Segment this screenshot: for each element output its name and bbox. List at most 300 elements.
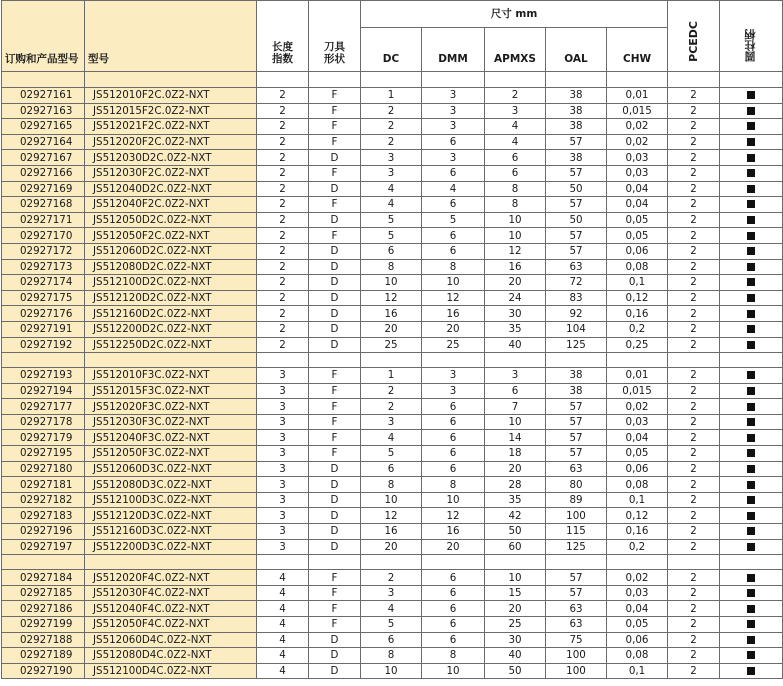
order-code-cell: 02927176 <box>2 306 85 322</box>
apmxs-cell: 18 <box>485 446 546 462</box>
table-row <box>2 290 783 306</box>
apmxs-cell: 20 <box>485 275 546 291</box>
flutes-cell: 4 <box>257 663 309 679</box>
dc-cell: 3 <box>361 150 422 166</box>
flutes-cell: 4 <box>257 617 309 633</box>
pcedc-cell: 2 <box>668 492 720 508</box>
shape-cell: F <box>309 617 361 633</box>
shape-cell: F <box>309 88 361 104</box>
dmm-cell: 6 <box>422 165 485 181</box>
dmm-cell: 6 <box>422 601 485 617</box>
model-cell: JS512020F3C.0Z2-NXT <box>85 399 257 415</box>
shape-cell: D <box>309 243 361 259</box>
shank-cell <box>720 601 783 617</box>
apmxs-cell: 15 <box>485 585 546 601</box>
dmm-cell: 6 <box>422 617 485 633</box>
oal-cell: 89 <box>546 492 607 508</box>
model-cell: JS512010F2C.0Z2-NXT <box>85 88 257 104</box>
shape-cell: F <box>309 570 361 586</box>
oal-cell: 63 <box>546 601 607 617</box>
dc-cell: 2 <box>361 134 422 150</box>
pcedc-cell: 2 <box>668 601 720 617</box>
header-shape: 刀具 形状 <box>309 1 361 72</box>
order-code-cell: 02927190 <box>2 663 85 679</box>
dmm-cell: 6 <box>422 446 485 462</box>
pcedc-cell: 2 <box>668 477 720 493</box>
order-code-cell: 02927188 <box>2 632 85 648</box>
oal-cell: 57 <box>546 228 607 244</box>
dmm-cell: 6 <box>422 243 485 259</box>
shape-cell: D <box>309 648 361 664</box>
shape-cell: F <box>309 103 361 119</box>
apmxs-cell: 16 <box>485 259 546 275</box>
dmm-cell: 4 <box>422 181 485 197</box>
dmm-cell: 3 <box>422 383 485 399</box>
pcedc-cell: 2 <box>668 539 720 555</box>
pcedc-cell: 2 <box>668 181 720 197</box>
table-row <box>2 165 783 181</box>
header-dc: DC <box>361 28 422 72</box>
chw-cell: 0,01 <box>607 368 668 384</box>
table-body <box>2 88 783 679</box>
shape-cell: D <box>309 508 361 524</box>
order-code-cell: 02927169 <box>2 181 85 197</box>
dc-cell: 3 <box>361 414 422 430</box>
oal-cell: 100 <box>546 508 607 524</box>
shape-cell: D <box>309 150 361 166</box>
flutes-cell: 3 <box>257 368 309 384</box>
flutes-cell: 2 <box>257 259 309 275</box>
table-row <box>2 648 783 664</box>
shank-cell <box>720 275 783 291</box>
apmxs-cell: 12 <box>485 243 546 259</box>
table-row <box>2 212 783 228</box>
pcedc-cell: 2 <box>668 414 720 430</box>
shank-cell <box>720 539 783 555</box>
chw-cell: 0,06 <box>607 243 668 259</box>
flutes-cell: 3 <box>257 492 309 508</box>
shape-cell: D <box>309 290 361 306</box>
order-code-cell: 02927163 <box>2 103 85 119</box>
oal-cell: 50 <box>546 212 607 228</box>
shape-cell: D <box>309 477 361 493</box>
chw-cell: 0,015 <box>607 103 668 119</box>
model-cell: JS512080D4C.0Z2-NXT <box>85 648 257 664</box>
header-flutes: 长度 指数 <box>257 1 309 72</box>
black-square-icon <box>747 310 755 318</box>
shank-cell <box>720 414 783 430</box>
shank-cell <box>720 88 783 104</box>
black-square-icon <box>747 247 755 255</box>
chw-cell: 0,25 <box>607 337 668 353</box>
chw-cell: 0,1 <box>607 663 668 679</box>
black-square-icon <box>747 341 755 349</box>
table-row <box>2 430 783 446</box>
dc-cell: 2 <box>361 383 422 399</box>
dmm-cell: 25 <box>422 337 485 353</box>
shank-cell <box>720 492 783 508</box>
shank-cell <box>720 321 783 337</box>
order-code-cell: 02927196 <box>2 524 85 540</box>
table-header <box>2 1 783 88</box>
order-code-cell: 02927195 <box>2 446 85 462</box>
apmxs-cell: 10 <box>485 570 546 586</box>
black-square-icon <box>747 636 755 644</box>
pcedc-cell: 2 <box>668 150 720 166</box>
flutes-cell: 2 <box>257 275 309 291</box>
shank-cell <box>720 119 783 135</box>
black-square-icon <box>747 434 755 442</box>
table-row <box>2 88 783 104</box>
flutes-cell: 3 <box>257 477 309 493</box>
black-square-icon <box>747 651 755 659</box>
shape-cell: F <box>309 430 361 446</box>
dmm-cell: 6 <box>422 461 485 477</box>
pcedc-cell: 2 <box>668 524 720 540</box>
model-cell: JS512030F4C.0Z2-NXT <box>85 585 257 601</box>
apmxs-cell: 42 <box>485 508 546 524</box>
order-code-cell: 02927180 <box>2 461 85 477</box>
table-row <box>2 663 783 679</box>
chw-cell: 0,05 <box>607 212 668 228</box>
dmm-cell: 3 <box>422 150 485 166</box>
dmm-cell: 6 <box>422 197 485 213</box>
dc-cell: 5 <box>361 228 422 244</box>
flutes-cell: 3 <box>257 508 309 524</box>
pcedc-cell: 2 <box>668 321 720 337</box>
pcedc-cell: 2 <box>668 259 720 275</box>
model-cell: JS512050F4C.0Z2-NXT <box>85 617 257 633</box>
order-code-cell: 02927161 <box>2 88 85 104</box>
shank-cell <box>720 508 783 524</box>
model-cell: JS512100D4C.0Z2-NXT <box>85 663 257 679</box>
oal-cell: 75 <box>546 632 607 648</box>
shape-cell: D <box>309 632 361 648</box>
black-square-icon <box>747 543 755 551</box>
dmm-cell: 6 <box>422 134 485 150</box>
flutes-cell: 2 <box>257 290 309 306</box>
table-row <box>2 399 783 415</box>
dc-cell: 1 <box>361 88 422 104</box>
header-dmm: DMM <box>422 28 485 72</box>
apmxs-cell: 25 <box>485 617 546 633</box>
order-code-cell: 02927194 <box>2 383 85 399</box>
black-square-icon <box>747 278 755 286</box>
chw-cell: 0,05 <box>607 446 668 462</box>
apmxs-cell: 4 <box>485 119 546 135</box>
flutes-cell: 3 <box>257 414 309 430</box>
dc-cell: 2 <box>361 570 422 586</box>
shape-cell: D <box>309 539 361 555</box>
apmxs-cell: 3 <box>485 368 546 384</box>
table-row <box>2 508 783 524</box>
shank-cell <box>720 617 783 633</box>
dc-cell: 3 <box>361 165 422 181</box>
shank-cell <box>720 290 783 306</box>
apmxs-cell: 28 <box>485 477 546 493</box>
pcedc-cell: 2 <box>668 275 720 291</box>
black-square-icon <box>747 667 755 675</box>
dmm-cell: 6 <box>422 228 485 244</box>
order-code-cell: 02927173 <box>2 259 85 275</box>
black-square-icon <box>747 371 755 379</box>
model-cell: JS512060D2C.0Z2-NXT <box>85 243 257 259</box>
table-row <box>2 617 783 633</box>
pcedc-cell: 2 <box>668 88 720 104</box>
shank-cell <box>720 181 783 197</box>
table-row <box>2 181 783 197</box>
header-pcedc: PCEDC <box>668 1 720 72</box>
flutes-cell: 4 <box>257 601 309 617</box>
shank-cell <box>720 150 783 166</box>
table-row <box>2 539 783 555</box>
shank-cell <box>720 368 783 384</box>
apmxs-cell: 10 <box>485 212 546 228</box>
black-square-icon <box>747 91 755 99</box>
shape-cell: F <box>309 585 361 601</box>
flutes-cell: 2 <box>257 119 309 135</box>
apmxs-cell: 10 <box>485 414 546 430</box>
shape-cell: F <box>309 368 361 384</box>
shank-cell <box>720 103 783 119</box>
oal-cell: 38 <box>546 119 607 135</box>
dc-cell: 20 <box>361 539 422 555</box>
flutes-cell: 2 <box>257 243 309 259</box>
shank-cell <box>720 165 783 181</box>
dmm-cell: 10 <box>422 663 485 679</box>
header-shank: 圆柱柄 <box>720 1 783 72</box>
shank-cell <box>720 632 783 648</box>
shape-cell: F <box>309 197 361 213</box>
chw-cell: 0,01 <box>607 88 668 104</box>
chw-cell: 0,1 <box>607 492 668 508</box>
oal-cell: 92 <box>546 306 607 322</box>
model-cell: JS512030F3C.0Z2-NXT <box>85 414 257 430</box>
dc-cell: 5 <box>361 617 422 633</box>
black-square-icon <box>747 418 755 426</box>
flutes-cell: 2 <box>257 88 309 104</box>
black-square-icon <box>747 620 755 628</box>
dc-cell: 3 <box>361 585 422 601</box>
dmm-cell: 6 <box>422 570 485 586</box>
flutes-cell: 2 <box>257 165 309 181</box>
oal-cell: 57 <box>546 430 607 446</box>
model-cell: JS512200D3C.0Z2-NXT <box>85 539 257 555</box>
shape-cell: D <box>309 306 361 322</box>
oal-cell: 104 <box>546 321 607 337</box>
black-square-icon <box>747 294 755 302</box>
model-cell: JS512250D2C.0Z2-NXT <box>85 337 257 353</box>
chw-cell: 0,03 <box>607 414 668 430</box>
oal-cell: 57 <box>546 570 607 586</box>
chw-cell: 0,2 <box>607 539 668 555</box>
table-row <box>2 150 783 166</box>
table-row <box>2 570 783 586</box>
black-square-icon <box>747 403 755 411</box>
shape-cell: F <box>309 134 361 150</box>
black-square-icon <box>747 387 755 395</box>
pcedc-cell: 2 <box>668 290 720 306</box>
dmm-cell: 12 <box>422 290 485 306</box>
chw-cell: 0,04 <box>607 601 668 617</box>
dc-cell: 5 <box>361 446 422 462</box>
dc-cell: 5 <box>361 212 422 228</box>
table-row <box>2 368 783 384</box>
flutes-cell: 3 <box>257 461 309 477</box>
dc-cell: 10 <box>361 492 422 508</box>
flutes-cell: 2 <box>257 212 309 228</box>
chw-cell: 0,08 <box>607 648 668 664</box>
table-row <box>2 446 783 462</box>
shape-cell: D <box>309 212 361 228</box>
dmm-cell: 8 <box>422 477 485 493</box>
dmm-cell: 6 <box>422 632 485 648</box>
chw-cell: 0,1 <box>607 275 668 291</box>
model-cell: JS512040D2C.0Z2-NXT <box>85 181 257 197</box>
shape-cell: D <box>309 663 361 679</box>
black-square-icon <box>747 512 755 520</box>
dmm-cell: 10 <box>422 492 485 508</box>
dc-cell: 12 <box>361 290 422 306</box>
order-code-cell: 02927185 <box>2 585 85 601</box>
flutes-cell: 2 <box>257 181 309 197</box>
model-cell: JS512040F4C.0Z2-NXT <box>85 601 257 617</box>
shape-cell: D <box>309 321 361 337</box>
black-square-icon <box>747 605 755 613</box>
flutes-cell: 3 <box>257 399 309 415</box>
order-code-cell: 02927172 <box>2 243 85 259</box>
shape-cell: F <box>309 399 361 415</box>
oal-cell: 38 <box>546 150 607 166</box>
apmxs-cell: 50 <box>485 663 546 679</box>
shank-cell <box>720 228 783 244</box>
flutes-cell: 3 <box>257 383 309 399</box>
pcedc-cell: 2 <box>668 119 720 135</box>
shank-cell <box>720 477 783 493</box>
chw-cell: 0,08 <box>607 259 668 275</box>
header-chw: CHW <box>607 28 668 72</box>
black-square-icon <box>747 138 755 146</box>
apmxs-cell: 6 <box>485 150 546 166</box>
dmm-cell: 6 <box>422 585 485 601</box>
dc-cell: 4 <box>361 601 422 617</box>
oal-cell: 83 <box>546 290 607 306</box>
shape-cell: D <box>309 492 361 508</box>
apmxs-cell: 2 <box>485 88 546 104</box>
pcedc-cell: 2 <box>668 165 720 181</box>
shape-cell: D <box>309 524 361 540</box>
chw-cell: 0,02 <box>607 399 668 415</box>
chw-cell: 0,02 <box>607 134 668 150</box>
black-square-icon <box>747 449 755 457</box>
apmxs-cell: 20 <box>485 601 546 617</box>
oal-cell: 100 <box>546 663 607 679</box>
model-cell: JS512080D3C.0Z2-NXT <box>85 477 257 493</box>
black-square-icon <box>747 232 755 240</box>
chw-cell: 0,04 <box>607 430 668 446</box>
apmxs-cell: 20 <box>485 461 546 477</box>
model-cell: JS512040F3C.0Z2-NXT <box>85 430 257 446</box>
oal-cell: 57 <box>546 243 607 259</box>
dmm-cell: 6 <box>422 399 485 415</box>
shank-cell <box>720 446 783 462</box>
flutes-cell: 4 <box>257 570 309 586</box>
oal-cell: 63 <box>546 259 607 275</box>
oal-cell: 57 <box>546 399 607 415</box>
apmxs-cell: 40 <box>485 648 546 664</box>
model-cell: JS512050F3C.0Z2-NXT <box>85 446 257 462</box>
table-row <box>2 134 783 150</box>
chw-cell: 0,16 <box>607 524 668 540</box>
oal-cell: 72 <box>546 275 607 291</box>
oal-cell: 57 <box>546 414 607 430</box>
pcedc-cell: 2 <box>668 243 720 259</box>
chw-cell: 0,12 <box>607 290 668 306</box>
table-row <box>2 585 783 601</box>
pcedc-cell: 2 <box>668 663 720 679</box>
flutes-cell: 4 <box>257 648 309 664</box>
order-code-cell: 02927184 <box>2 570 85 586</box>
dmm-cell: 5 <box>422 212 485 228</box>
table-row <box>2 119 783 135</box>
table-row <box>2 103 783 119</box>
apmxs-cell: 30 <box>485 306 546 322</box>
shape-cell: F <box>309 601 361 617</box>
order-code-cell: 02927177 <box>2 399 85 415</box>
order-code-cell: 02927182 <box>2 492 85 508</box>
header-order-code: 订购和产品型号 <box>2 1 85 72</box>
dmm-cell: 8 <box>422 259 485 275</box>
oal-cell: 38 <box>546 383 607 399</box>
pcedc-cell: 2 <box>668 617 720 633</box>
black-square-icon <box>747 169 755 177</box>
pcedc-cell: 2 <box>668 306 720 322</box>
dmm-cell: 16 <box>422 524 485 540</box>
oal-cell: 38 <box>546 103 607 119</box>
order-code-cell: 02927168 <box>2 197 85 213</box>
shank-cell <box>720 648 783 664</box>
dmm-cell: 6 <box>422 430 485 446</box>
chw-cell: 0,02 <box>607 570 668 586</box>
product-table <box>1 0 783 679</box>
shape-cell: D <box>309 259 361 275</box>
oal-cell: 63 <box>546 617 607 633</box>
dc-cell: 2 <box>361 399 422 415</box>
order-code-cell: 02927174 <box>2 275 85 291</box>
model-cell: JS512100D2C.0Z2-NXT <box>85 275 257 291</box>
model-cell: JS512050F2C.0Z2-NXT <box>85 228 257 244</box>
pcedc-cell: 2 <box>668 632 720 648</box>
table-row <box>2 337 783 353</box>
apmxs-cell: 14 <box>485 430 546 446</box>
dc-cell: 1 <box>361 368 422 384</box>
apmxs-cell: 6 <box>485 383 546 399</box>
table-row <box>2 243 783 259</box>
shape-cell: D <box>309 181 361 197</box>
group-separator <box>2 555 783 570</box>
oal-cell: 63 <box>546 461 607 477</box>
dc-cell: 25 <box>361 337 422 353</box>
chw-cell: 0,2 <box>607 321 668 337</box>
model-cell: JS512120D2C.0Z2-NXT <box>85 290 257 306</box>
flutes-cell: 3 <box>257 524 309 540</box>
apmxs-cell: 8 <box>485 197 546 213</box>
pcedc-cell: 2 <box>668 570 720 586</box>
order-code-cell: 02927179 <box>2 430 85 446</box>
model-cell: JS512120D3C.0Z2-NXT <box>85 508 257 524</box>
chw-cell: 0,05 <box>607 617 668 633</box>
shank-cell <box>720 197 783 213</box>
